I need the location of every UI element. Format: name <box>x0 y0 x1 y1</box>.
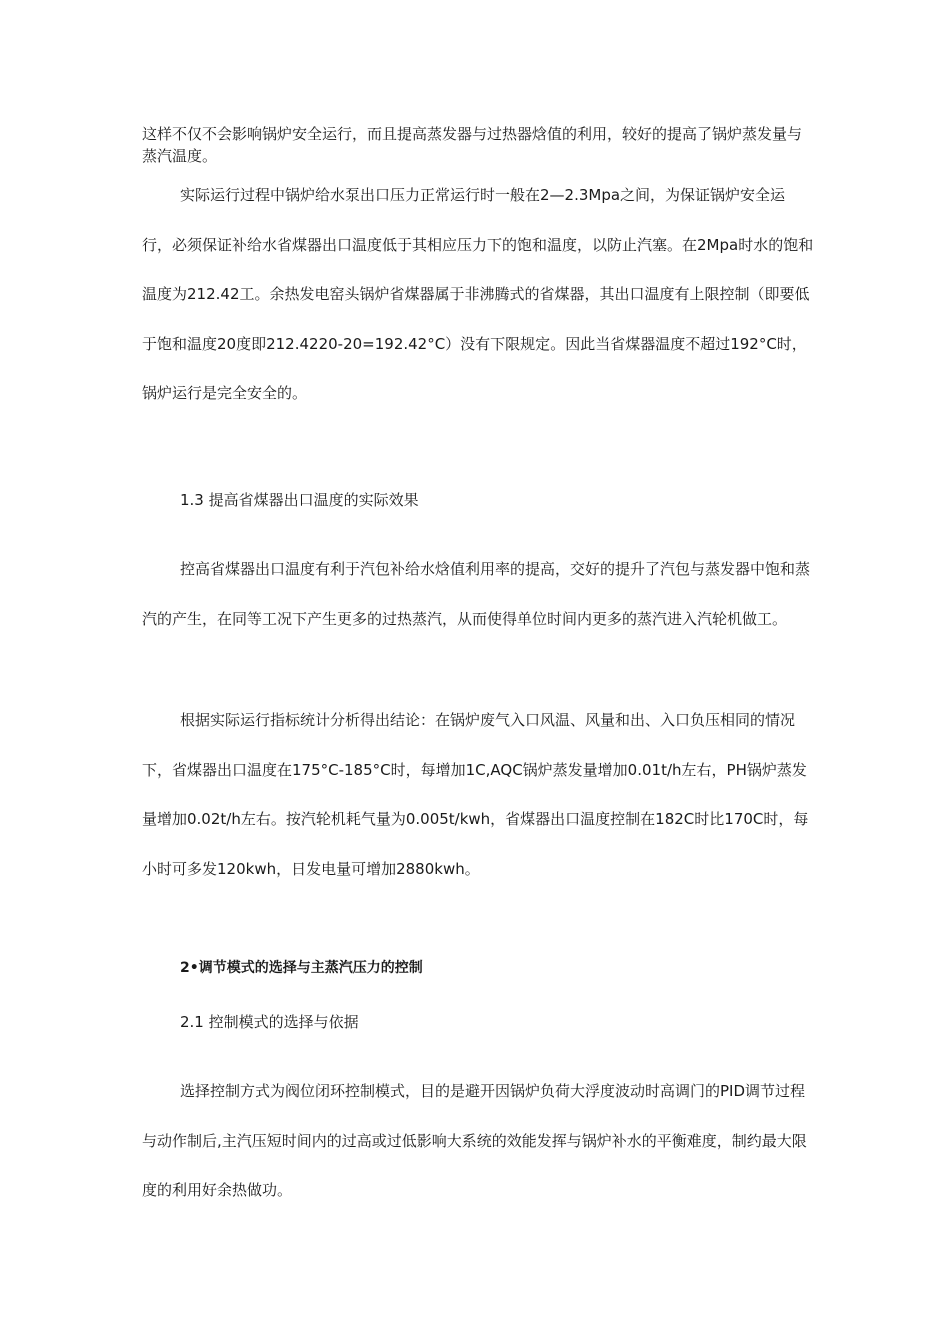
paragraph-intro: 这样不仅不会影响锅炉安全运行，而且提高蒸发器与过热器焓值的利用，较好的提高了锅炉蒸发量与蒸汽温度。 <box>142 125 803 165</box>
paragraph-control-mode: 选择控制方式为阀位闭环控制模式，目的是避开因锅炉负荷大浮度波动时高调门的PID调节过程与动作制后,主汽压短时间内的过高或过低影响大系统的效能发挥与锅炉补水的平衡难度，制约最大限度的利用好余热做功。 <box>142 1082 807 1199</box>
paragraph-pressure: 实际运行过程中锅炉给水泵出口压力正常运行时一般在2—2.3Mpa之间，为保证锅炉安全运行，必须保证补给水省煤器出口温度低于其相应压力下的饱和温度，以防止汽塞。在2Mpa时水的饱和温度为212.42工。余热发电窑头锅炉省煤器属于非沸腾式的省煤器，其出口温度有上限控制（即要低于饱和温度20度即212.4220-20=192.42°C）没有下限规定。因此当省煤器温度不超过192°C时，锅炉运行是完全安全的。 <box>142 186 814 402</box>
paragraph-effect: 控高省煤器出口温度有利于汽包补给水焓值利用率的提高，交好的提升了汽包与蒸发器中饱和蒸汽的产生，在同等工况下产生更多的过热蒸汽，从而使得单位时间内更多的蒸汽进入汽轮机做工。 <box>142 560 811 628</box>
paragraph-conclusion: 根据实际运行指标统计分析得出结论：在锅炉废气入口风温、风量和出、入口负压相同的情况下，省煤器出口温度在175°C-185°C时，每增加1C,AQC锅炉蒸发量增加0.01t/h左右，PH锅炉蒸发量增加0.02t/h左右。按汽轮机耗气量为0.005t/kwh，省煤器出口温度控制在182C时比170C时，每小时可多发120kwh，日发电量可增加2880kwh。 <box>142 711 809 878</box>
section-heading-2: 2•调节模式的选择与主蒸汽压力的控制 <box>180 960 423 976</box>
section-heading-2-1: 2.1 控制模式的选择与依据 <box>180 1013 359 1031</box>
section-heading-1-3: 1.3 提高省煤器出口温度的实际效果 <box>180 491 419 509</box>
